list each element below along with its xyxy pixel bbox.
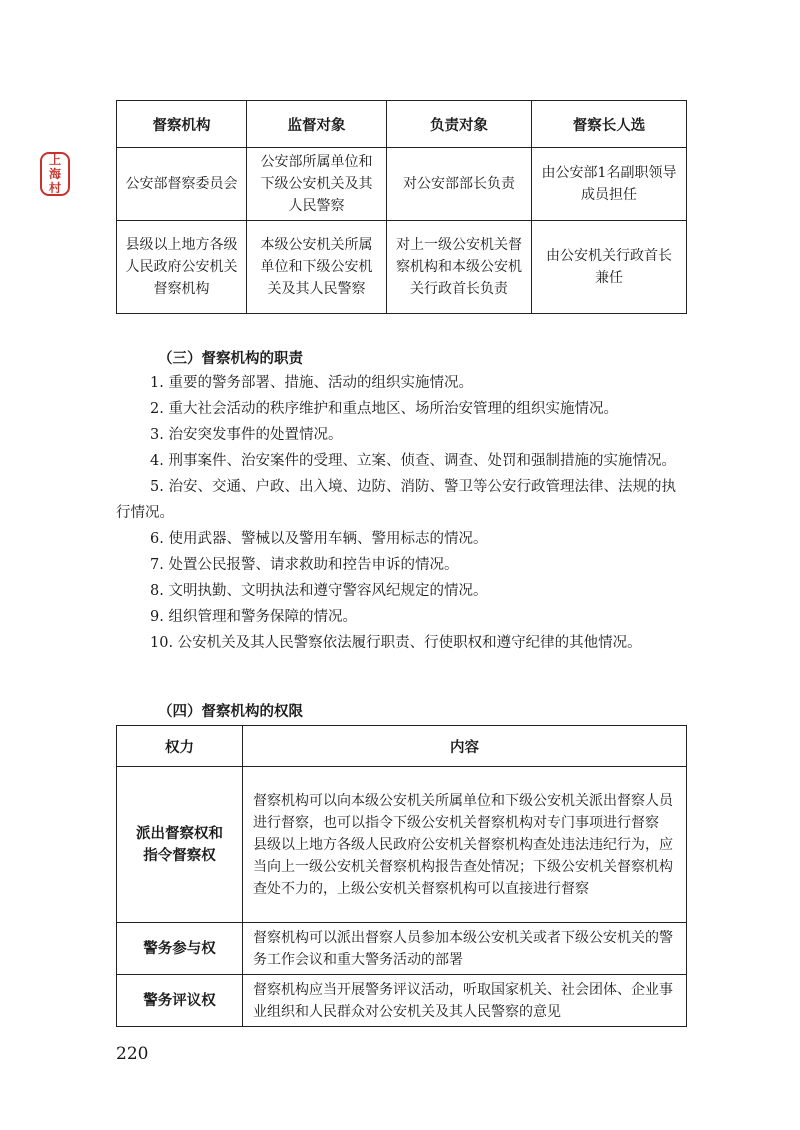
stamp-char: 海 (48, 167, 61, 181)
list-item: 2. 重大社会活动的秩序维护和重点地区、场所治安管理的组织实施情况。 (150, 401, 618, 417)
power-content-cell: 督察机构可以派出督察人员参加本级公安机关或者下级公安机关的警务工作会议和重大警务活动的部署 (243, 923, 687, 975)
stamp-char: 上 (48, 153, 61, 167)
list-item: 6. 使用武器、警械以及警用车辆、警用标志的情况。 (150, 531, 488, 547)
table-header-row (117, 726, 687, 767)
table-cell: 对公安部部长负责 (387, 148, 532, 221)
power-content-cell: 督察机构应当开展警务评议活动，听取国家机关、社会团体、企业事业组织和人民群众对公安机关及其人民警察的意见 (243, 975, 687, 1027)
powers-table (116, 725, 687, 1027)
table-cell: 县级以上地方各级人民政府公安机关督察机构 (117, 221, 247, 314)
power-name-line: 指令督察权 (143, 847, 216, 864)
list-item: 3. 治安突发事件的处置情况。 (150, 427, 343, 443)
section-heading-duties: （三）督察机构的职责 (158, 351, 303, 367)
supervision-organization-table (116, 100, 687, 314)
stamp-char: 村 (48, 181, 61, 195)
table-header-row (117, 101, 687, 148)
table-row (117, 148, 687, 221)
header-cell: 内容 (243, 726, 687, 767)
table-row (117, 923, 687, 975)
power-name-cell: 警务评议权 (117, 975, 243, 1027)
list-item: 9. 组织管理和警务保障的情况。 (150, 609, 357, 625)
page-number: 220 (116, 1044, 149, 1064)
list-item: 5. 治安、交通、户政、出入境、边防、消防、警卫等公安行政管理法律、法规的执行情况。 (116, 479, 676, 521)
duties-list (116, 370, 688, 656)
section-heading-powers: （四）督察机构的权限 (158, 704, 303, 720)
list-item: 8. 文明执勤、文明执法和遵守警容风纪规定的情况。 (150, 583, 488, 599)
list-item: 10. 公安机关及其人民警察依法履行职责、行使职权和遵守纪律的其他情况。 (150, 635, 642, 651)
power-name-line: 派出督察权和 (136, 825, 223, 842)
list-item: 7. 处置公民报警、请求救助和控告申诉的情况。 (150, 557, 459, 573)
table-cell: 公安部督察委员会 (117, 148, 247, 221)
table-row (117, 767, 687, 923)
power-content-paragraph: 督察机构可以向本级公安机关所属单位和下级公安机关派出督察人员进行督察，也可以指令下级公安机关督察机构对专门事项进行督察 (253, 792, 673, 831)
table-row (117, 221, 687, 314)
header-cell: 负责对象 (387, 101, 532, 148)
table-row (117, 975, 687, 1027)
list-item: 1. 重要的警务部署、措施、活动的组织实施情况。 (150, 375, 473, 391)
header-cell: 督察机构 (117, 101, 247, 148)
table-cell: 公安部所属单位和下级公安机关及其人民警察 (247, 148, 387, 221)
table-cell: 对上一级公安机关督察机构和本级公安机关行政首长负责 (387, 221, 532, 314)
power-content-cell (243, 767, 687, 923)
header-cell: 权力 (117, 726, 243, 767)
list-item: 4. 刑事案件、治安案件的受理、立案、侦查、调查、处罚和强制措施的实施情况。 (150, 453, 676, 469)
power-name-cell: 警务参与权 (117, 923, 243, 975)
stamp-logo (40, 152, 70, 196)
power-content-paragraph: 县级以上地方各级人民政府公安机关督察机构查处违法违纪行为，应当向上一级公安机关督察机构报告查处情况；下级公安机关督察机构查处不力的，上级公安机关督察机构可以直接进行督察 (253, 836, 673, 897)
table-cell: 本级公安机关所属单位和下级公安机关及其人民警察 (247, 221, 387, 314)
table-cell: 由公安部1名副职领导成员担任 (532, 148, 687, 221)
table-cell: 由公安机关行政首长兼任 (532, 221, 687, 314)
header-cell: 监督对象 (247, 101, 387, 148)
power-name-cell (117, 767, 243, 923)
header-cell: 督察长人选 (532, 101, 687, 148)
